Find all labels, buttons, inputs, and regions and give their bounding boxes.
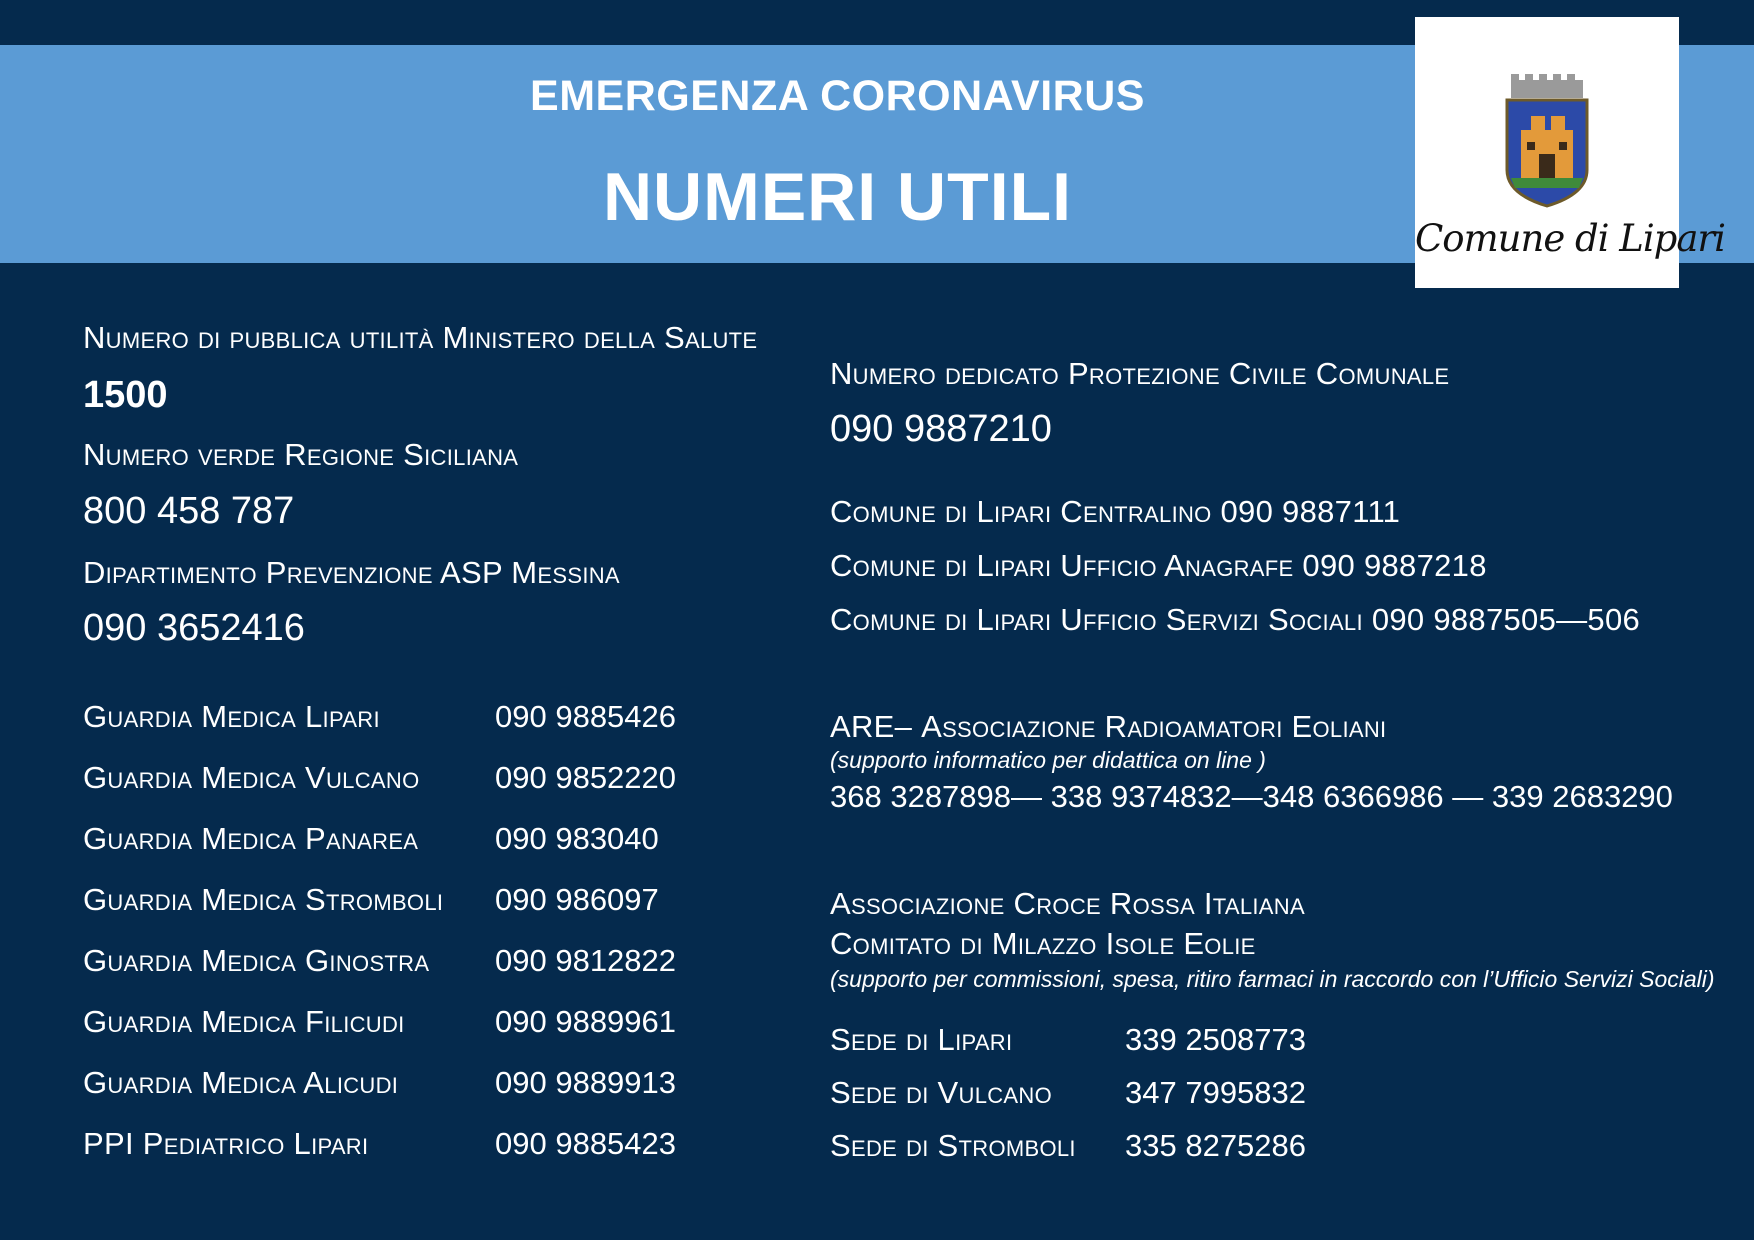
protezione-label: Numero dedicato Protezione Civile Comunale — [830, 356, 1450, 391]
comune-row — [830, 548, 1487, 584]
sede-phone: 339 2508773 — [1125, 1022, 1307, 1057]
regione-number: 800 458 787 — [83, 490, 295, 532]
guardia-name: Guardia Medica Ginostra — [83, 943, 430, 978]
sede-name: Sede di Lipari — [830, 1022, 1013, 1057]
ministero-number: 1500 — [83, 374, 168, 416]
page-title: NUMERI UTILI — [602, 159, 1073, 235]
comune-name: Comune di Lipari Ufficio Anagrafe — [830, 548, 1294, 583]
sede-phone: 347 7995832 — [1125, 1075, 1307, 1110]
protezione-number: 090 9887210 — [830, 408, 1052, 450]
cri-line1: Associazione Croce Rossa Italiana — [830, 886, 1305, 921]
comune-name: Comune di Lipari Ufficio Servizi Sociali — [830, 602, 1363, 637]
sede-name: Sede di Vulcano — [830, 1075, 1052, 1110]
guardia-phone: 090 9852220 — [495, 760, 677, 795]
are-numbers: 368 3287898— 338 9374832—348 6366986 — 339 2683290 — [830, 779, 1673, 814]
comune-phone: 090 9887505—506 — [1371, 602, 1641, 637]
ministero-label: Numero di pubblica utilità Ministero della Salute — [83, 320, 758, 355]
guardia-name: Guardia Medica Panarea — [83, 821, 419, 856]
comune-phone: 090 9887218 — [1302, 548, 1487, 583]
guardia-name: Guardia Medica Alicudi — [83, 1065, 399, 1100]
guardia-name: Guardia Medica Lipari — [83, 699, 380, 734]
guardia-name: Guardia Medica Stromboli — [83, 882, 444, 917]
are-name: Associazione Radioamatori Eoliani — [921, 709, 1387, 744]
guardia-phone: 090 9889961 — [495, 1004, 677, 1039]
are-note: (supporto informatico per didattica on line ) — [830, 747, 1266, 773]
comune-row — [830, 494, 1400, 530]
coat-of-arms-icon — [1501, 72, 1593, 212]
guardia-phone: 090 983040 — [495, 821, 659, 856]
are-title — [830, 709, 1386, 745]
guardia-phone: 090 9889913 — [495, 1065, 677, 1100]
sede-phone: 335 8275286 — [1125, 1128, 1307, 1163]
regione-label: Numero verde Regione Siciliana — [83, 437, 519, 472]
cri-line2: Comitato di Milazzo Isole Eolie — [830, 926, 1256, 961]
guardia-name: PPI Pediatrico Lipari — [83, 1126, 369, 1161]
comune-row — [830, 602, 1640, 638]
asp-label: Dipartimento Prevenzione ASP Messina — [83, 555, 620, 590]
guardia-phone: 090 9885423 — [495, 1126, 677, 1161]
guardia-name: Guardia Medica Vulcano — [83, 760, 420, 795]
guardia-phone: 090 9812822 — [495, 943, 677, 978]
are-prefix: ARE– — [830, 709, 913, 744]
guardia-name: Guardia Medica Filicudi — [83, 1004, 405, 1039]
header-kicker: EMERGENZA CORONAVIRUS — [530, 72, 1145, 120]
guardia-phone: 090 986097 — [495, 882, 659, 917]
logo-text: Comune di Lipari — [1415, 217, 1725, 260]
asp-number: 090 3652416 — [83, 607, 305, 649]
guardia-phone: 090 9885426 — [495, 699, 677, 734]
municipality-logo — [1415, 17, 1725, 288]
comune-name: Comune di Lipari Centralino — [830, 494, 1212, 529]
cri-note: (supporto per commissioni, spesa, ritiro farmaci in raccordo con l’Ufficio Servizi Sociali) — [830, 966, 1715, 992]
sede-name: Sede di Stromboli — [830, 1128, 1076, 1163]
comune-phone: 090 9887111 — [1220, 494, 1401, 529]
